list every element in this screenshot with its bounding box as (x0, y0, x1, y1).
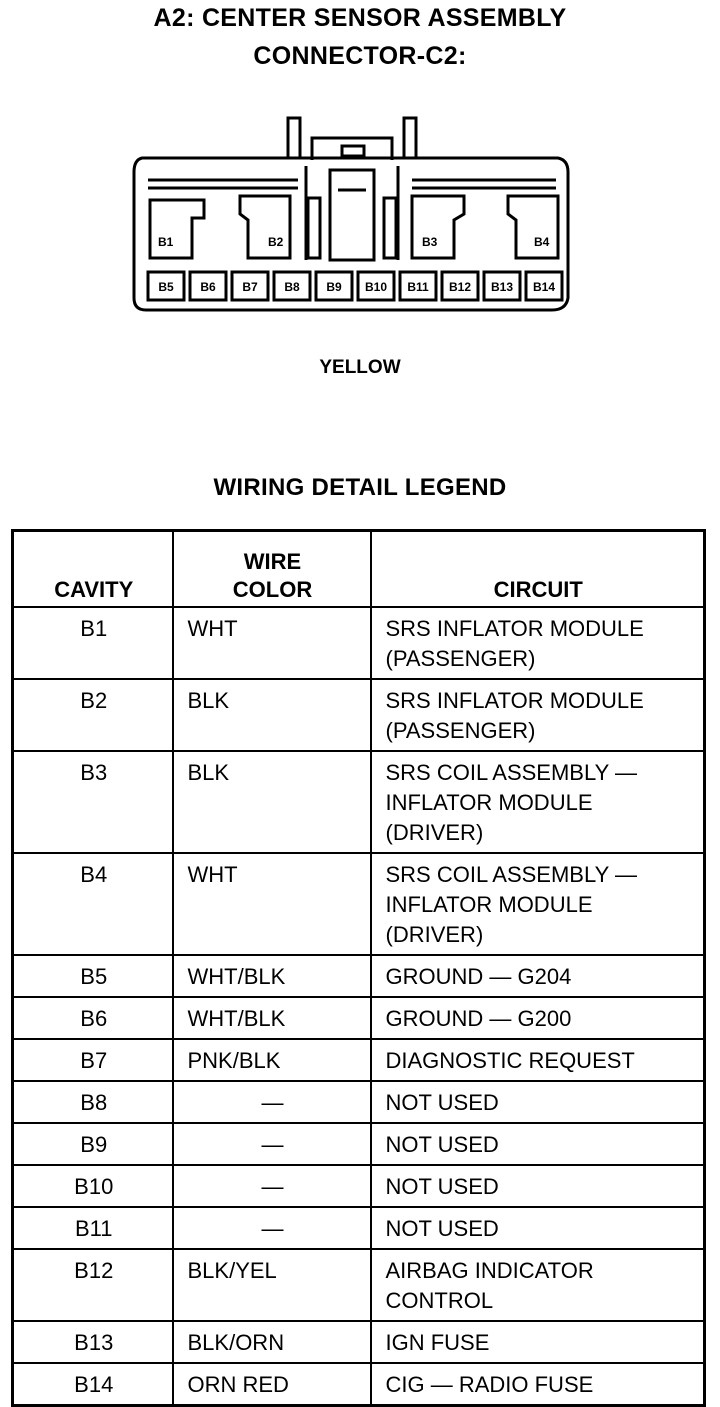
connector-left-tab (288, 118, 300, 158)
circuit-line: AIRBAG INDICATOR (385, 1257, 594, 1283)
cavity-label-b7: B7 (242, 280, 258, 294)
wire-color-cell: BLK (173, 679, 371, 751)
diagram-subtitle: CONNECTOR-C2: (253, 42, 467, 70)
circuit-cell (371, 1039, 705, 1081)
circuit-line: NOT USED (385, 1173, 499, 1199)
cavity-cell: B1 (13, 607, 173, 679)
cavity-label-b11: B11 (407, 280, 429, 294)
circuit-cell (371, 1249, 705, 1321)
circuit-cell (371, 955, 705, 997)
circuit-line: INFLATOR MODULE (385, 891, 593, 917)
cavity-label-b3: B3 (422, 235, 438, 249)
connector-diagram (120, 110, 580, 325)
legend-row-b5 (13, 955, 705, 997)
cavity-cell: B12 (13, 1249, 173, 1321)
wire-color-cell: BLK (173, 751, 371, 853)
wire-color-cell: BLK/ORN (173, 1321, 371, 1363)
cavity-cell: B9 (13, 1123, 173, 1165)
legend-row-b13 (13, 1321, 705, 1363)
circuit-line: NOT USED (385, 1131, 499, 1157)
center-key (330, 170, 374, 260)
legend-row-b9 (13, 1123, 705, 1165)
circuit-cell (371, 607, 705, 679)
circuit-line: (DRIVER) (385, 819, 484, 845)
wire-color-cell: BLK/YEL (173, 1249, 371, 1321)
cavity-label-b12: B12 (448, 280, 472, 294)
wire-color-cell: WHT (173, 853, 371, 955)
legend-title: WIRING DETAIL LEGEND (213, 474, 507, 501)
wire-color-cell: WHT (173, 607, 371, 679)
wire-color-cell: ORN RED (173, 1363, 371, 1406)
cavity-cell: B14 (13, 1363, 173, 1406)
cavity-label-b4: B4 (534, 235, 550, 249)
circuit-cell (371, 679, 705, 751)
circuit-line: SRS COIL ASSEMBLY — (385, 861, 637, 887)
cavity-cell: B13 (13, 1321, 173, 1363)
cavity-label-b6: B6 (200, 280, 216, 294)
circuit-line: CIG — RADIO FUSE (385, 1371, 594, 1397)
wire-color-cell: — (173, 1081, 371, 1123)
legend-row-b7 (13, 1039, 705, 1081)
header-wire-line1: WIRE (243, 548, 302, 574)
circuit-cell (371, 1081, 705, 1123)
header-cavity: CAVITY (13, 531, 173, 607)
legend-row-b6 (13, 997, 705, 1039)
cavity-label-b14: B14 (532, 280, 556, 294)
circuit-line: SRS INFLATOR MODULE (385, 687, 644, 713)
circuit-line: (DRIVER) (385, 921, 484, 947)
circuit-line: (PASSENGER) (385, 645, 536, 671)
cavity-label-b1: B1 (158, 235, 174, 249)
circuit-line: NOT USED (385, 1089, 499, 1115)
legend-row-b4 (13, 853, 705, 955)
legend-row-b3 (13, 751, 705, 853)
wiring-legend-table (11, 529, 706, 1407)
circuit-line: INFLATOR MODULE (385, 789, 593, 815)
header-circuit: CIRCUIT (371, 531, 705, 607)
circuit-line: SRS INFLATOR MODULE (385, 615, 644, 641)
circuit-cell (371, 751, 705, 853)
circuit-cell (371, 997, 705, 1039)
diagram-title: A2: CENTER SENSOR ASSEMBLY (153, 4, 567, 32)
cavity-label-b13: B13 (490, 280, 514, 294)
circuit-line: NOT USED (385, 1215, 499, 1241)
circuit-line: SRS COIL ASSEMBLY — (385, 759, 637, 785)
cavity-cell: B11 (13, 1207, 173, 1249)
cavity-cell: B2 (13, 679, 173, 751)
circuit-cell (371, 1123, 705, 1165)
wire-color-cell: WHT/BLK (173, 997, 371, 1039)
circuit-line: DIAGNOSTIC REQUEST (385, 1047, 635, 1073)
wire-color-cell: — (173, 1165, 371, 1207)
cavity-cell: B10 (13, 1165, 173, 1207)
wire-color-cell: — (173, 1207, 371, 1249)
cavity-cell: B8 (13, 1081, 173, 1123)
cavity-label-b9: B9 (326, 280, 342, 294)
cavity-cell: B5 (13, 955, 173, 997)
circuit-cell (371, 853, 705, 955)
legend-row-b10 (13, 1165, 705, 1207)
circuit-line: GROUND — G200 (385, 1005, 572, 1031)
connector-right-tab (404, 118, 416, 158)
legend-header-row (13, 531, 705, 607)
circuit-cell (371, 1321, 705, 1363)
circuit-cell (371, 1165, 705, 1207)
cavity-cell: B4 (13, 853, 173, 955)
cavity-cell: B7 (13, 1039, 173, 1081)
legend-row-b12 (13, 1249, 705, 1321)
wire-color-cell: WHT/BLK (173, 955, 371, 997)
circuit-line: IGN FUSE (385, 1329, 490, 1355)
legend-row-b8 (13, 1081, 705, 1123)
circuit-cell (371, 1207, 705, 1249)
connector-color-label: YELLOW (319, 357, 401, 378)
cavity-label-b8: B8 (284, 280, 300, 294)
legend-row-b1 (13, 607, 705, 679)
cavity-cell: B3 (13, 751, 173, 853)
cavity-label-b10: B10 (364, 280, 388, 294)
header-wire-color (173, 531, 371, 607)
legend-row-b11 (13, 1207, 705, 1249)
legend-row-b2 (13, 679, 705, 751)
wire-color-cell: PNK/BLK (173, 1039, 371, 1081)
header-wire-line2: COLOR (232, 576, 313, 602)
cavity-label-b2: B2 (268, 235, 284, 249)
circuit-line: GROUND — G204 (385, 963, 572, 989)
cavity-label-b5: B5 (158, 280, 174, 294)
circuit-line: CONTROL (385, 1287, 494, 1313)
cavity-cell: B6 (13, 997, 173, 1039)
wire-color-cell: — (173, 1123, 371, 1165)
circuit-line: (PASSENGER) (385, 717, 536, 743)
